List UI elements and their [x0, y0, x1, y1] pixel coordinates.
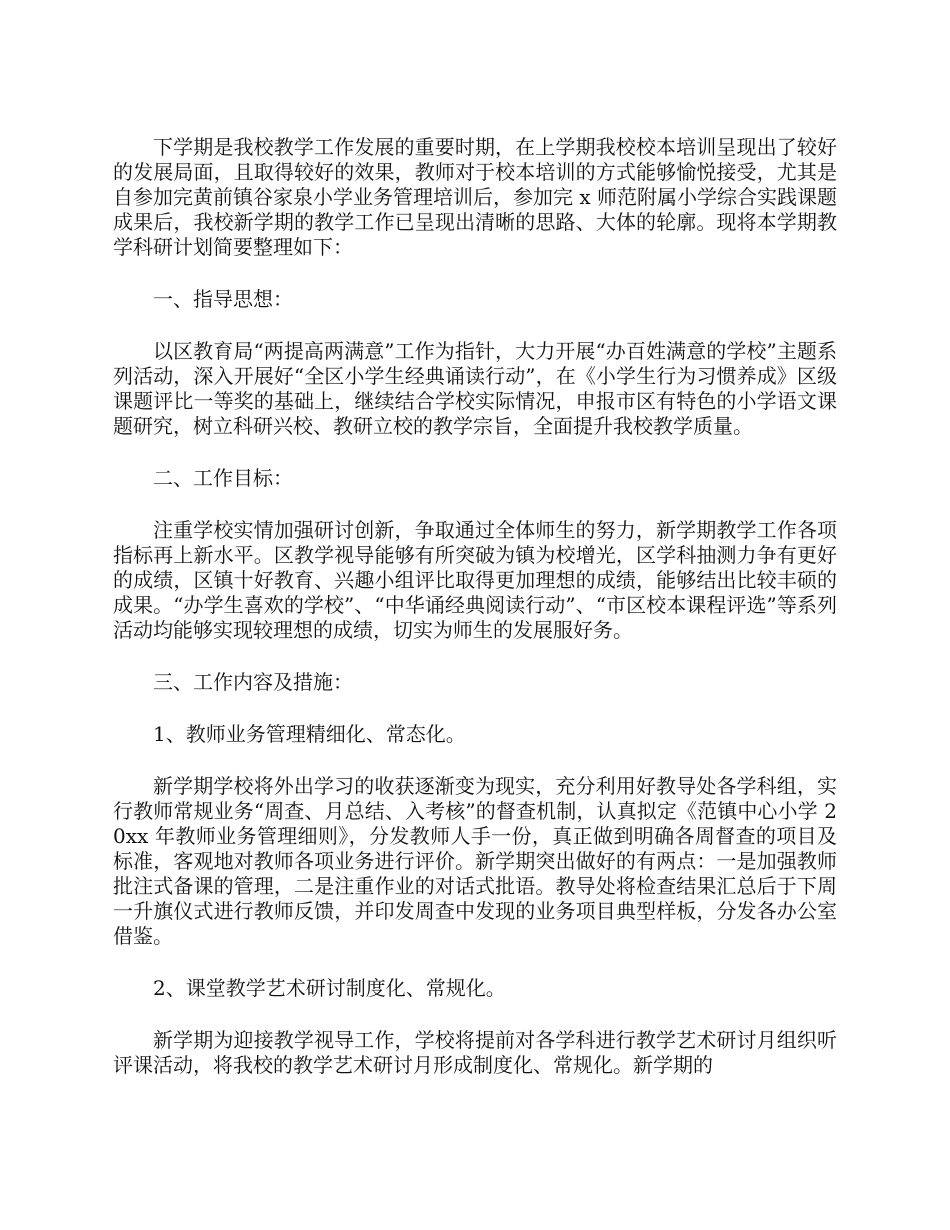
subheading-classroom-teaching: 2、课堂教学艺术研讨制度化、常规化。	[153, 976, 506, 1000]
subheading-teacher-management: 1、教师业务管理精细化、常态化。	[153, 722, 466, 746]
section-heading-work-goals: 二、工作目标：	[153, 466, 293, 490]
teacher-management-paragraph: 新学期学校将外出学习的收获逐渐变为现实，充分利用好教导处各学科组，实行教师常规业务“周查、月总结、入考核”的督查机制，认真拟定《范镇中心小学 20xx 年教师业务管理细则》，分发教师人手一份，真正做到明确各周督查的项目及标准，客观地对教师各项业务进行评价。新学期突出做好的有两点：一是加强教师批注式备课的管理，二是注重作业的对话式批语。教导处将检查结果汇总后于下周一升旗仪式进行教师反馈，并印发周查中发现的业务项目典型样板，分发各办公室借鉴。	[113, 774, 837, 948]
guiding-ideology-paragraph: 以区教育局“两提高两满意”工作为指针，大力开展“办百姓满意的学校”主题系列活动，深入开展好“全区小学生经典诵读行动”，在《小学生行为习惯养成》区级课题评比一等奖的基础上，继续结合学校实际情况，申报市区有特色的小学语文课题研究，树立科研兴校、教研立校的教学宗旨，全面提升我校教学质量。	[113, 339, 837, 438]
work-goals-paragraph: 注重学校实情加强研讨创新，争取通过全体师生的努力，新学期教学工作各项指标再上新水平。区教学视导能够有所突破为镇为校增光，区学科抽测力争有更好的成绩，区镇十好教育、兴趣小组评比取得更加理想的成绩，能够结出比较丰硕的成果。“办学生喜欢的学校”、“中华诵经典阅读行动”、“市区校本课程评选”等系列活动均能够实现较理想的成绩，切实为师生的发展服好务。	[113, 518, 837, 642]
section-heading-guiding-ideology: 一、指导思想：	[153, 287, 293, 311]
document-body	[113, 135, 837, 1105]
classroom-teaching-paragraph: 新学期为迎接教学视导工作，学校将提前对各学科进行教学艺术研讨月组织听评课活动，将我校的教学艺术研讨月形成制度化、常规化。新学期的	[113, 1028, 837, 1077]
intro-paragraph: 下学期是我校教学工作发展的重要时期，在上学期我校校本培训呈现出了较好的发展局面，且取得较好的效果，教师对于校本培训的方式能够愉悦接受，尤其是自参加完黄前镇谷家泉小学业务管理培训后，参加完 x 师范附属小学综合实践课题成果后，我校新学期的教学工作已呈现出清晰的思路、大体的轮廓。现将本学期教学科研计划简要整理如下：	[113, 135, 837, 259]
section-heading-work-content: 三、工作内容及措施：	[153, 670, 353, 694]
